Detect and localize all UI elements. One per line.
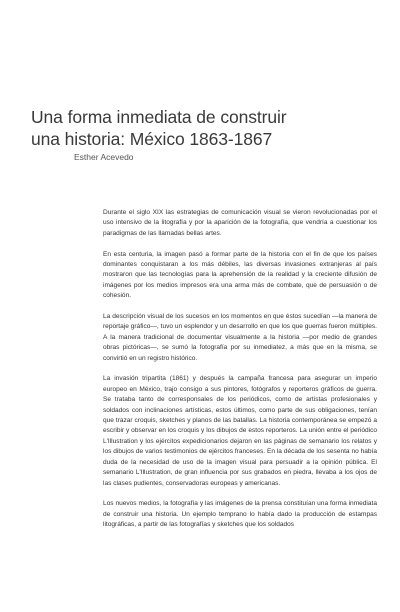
article-title — [31, 106, 371, 150]
body-paragraph-4: La invasión tripartita (1861) y después la campaña francesa para asegurar un imperio europeo en México, trajo consigo a sus pintores, fotógrafos y reporteros gráficos de guerra. Se trataba tanto de corresponsales de los periódicos, como de artistas profesionales y soldados con inclinaciones artísticas, estos últimos, como parte de sus obligaciones, tenían que trazar croquis, sketches y planos de las batallas. La historia contemporánea se empezó a escribir y observar en los croquis y los dibujos de estos reporteros. La unión entre el periódico L'Illustration y los ejércitos expedicionarios dejaron en las páginas de semanario los relatos y los dibujos de varios testimonios de ejércitos franceses. En la década de los sesenta no había duda de la necesidad de uso de la imagen visual para persuadir a la opinión pública. El semanario L'Illustration, de gran influencia por sus grabados en piedra, llevaba a los ojos de las clases pudientes, conservadoras europeas y americanas. — [103, 375, 377, 487]
body-paragraph-3: La descripción visual de los sucesos en los momentos en que éstos sucedían —la manera de reportaje gráfico—, tuvo un esplendor y un desarrollo en que los que guerras fueron múltiples. A la manera tradicional de documentar visualmente a la historia —por medio de grandes obras pictóricas—, se sumó la fotografía por su inmediatez, a más que en la misma, se convirtió en un registro histórico. — [103, 313, 377, 362]
body-paragraph-2: En esta centuria, la imagen pasó a formar parte de la historia con el fin de que los países dominantes conquistaran a los más débiles, las diversas invasiones extranjeras al país mostraron que las tecnologías para la aprehensión de la realidad y la creciente difusión de imágenes por los medios impresos era una arma más de combate, que de persuasión o de cohesión. — [103, 250, 377, 300]
article-title-line-2: una historia: México 1863-1867 — [31, 129, 273, 149]
article-body — [103, 208, 377, 531]
body-paragraph-1: Durante el siglo XIX las estrategias de comunicación visual se vieron revolucionadas por el uso intensivo de la litografía y por la aparición de la fotografía, que vendría a cuestionar los paradigmas de las llamadas bellas artes. — [103, 209, 377, 237]
article-title-line-1: Una forma inmediata de construir — [31, 107, 287, 127]
body-paragraph-5: Los nuevos medios, la fotografía y las imágenes de la prensa constituían una forma inmediata de construir una historia. Un ejemplo temprano lo había dado la producción de estampas litográficas, a partir de las fotografías y sketches que los soldados — [103, 500, 377, 529]
article-author: Esther Acevedo — [74, 152, 134, 162]
